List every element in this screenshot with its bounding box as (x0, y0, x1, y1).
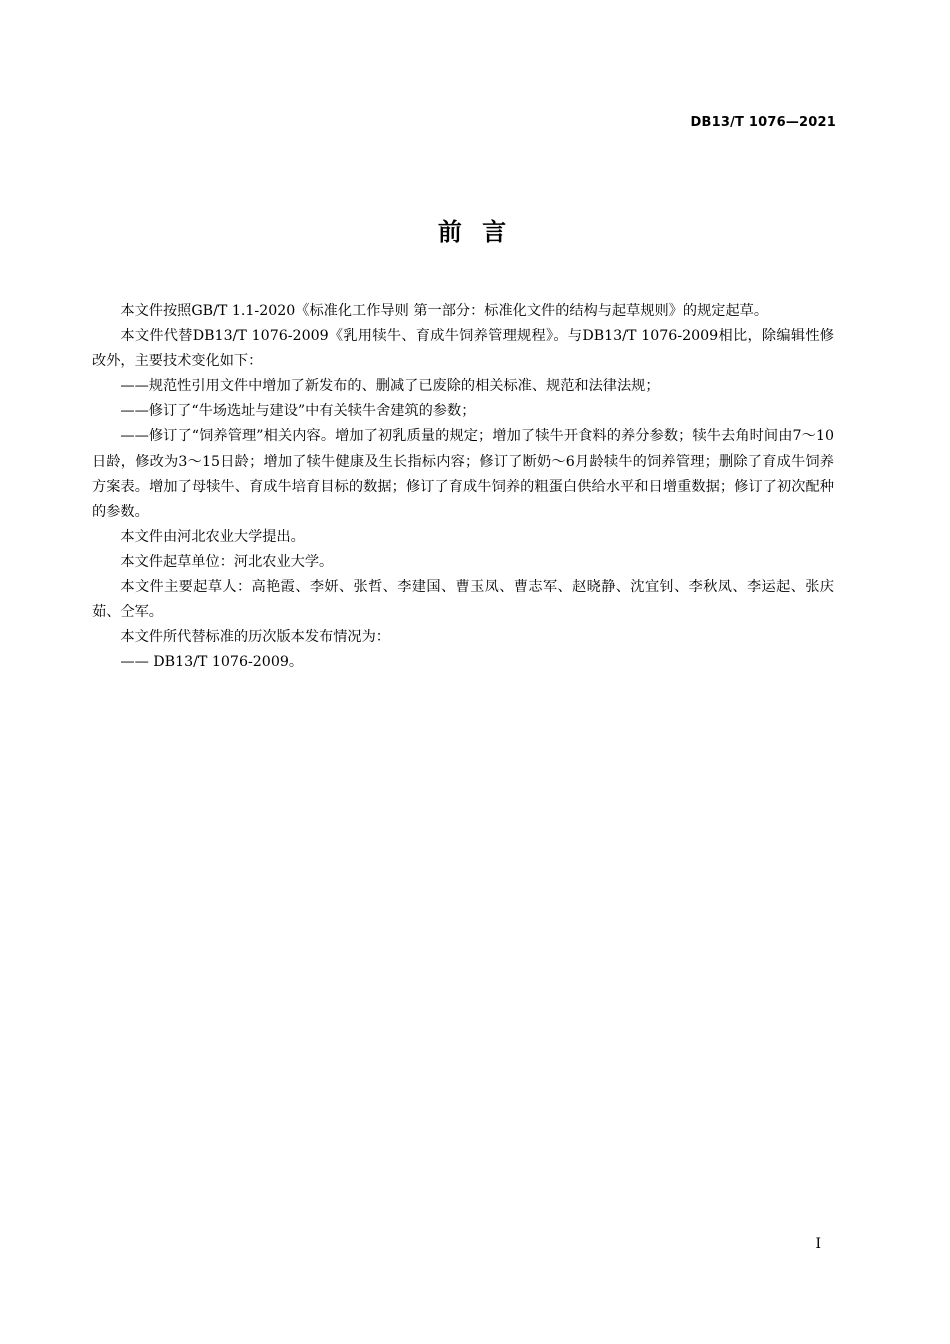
page-title: 前 言 (437, 218, 513, 246)
paragraph-history-item: —— DB13/T 1076-2009。 (120, 654, 304, 671)
paragraph-drafting-basis: 本文件按照GB/T 1.1-2020《标准化工作导则 第一部分：标准化文件的结构与起草规则》的规定起草。 (120, 303, 769, 319)
paragraph-drafting-unit: 本文件起草单位：河北农业大学。 (120, 553, 334, 570)
paragraph-change-site: ——修订了“牛场选址与建设”中有关犊牛舍建筑的参数； (120, 403, 476, 420)
preface-body (92, 299, 834, 675)
document-number: DB13/T 1076—2021 (690, 115, 836, 130)
paragraph-drafters: 本文件主要起草人：高艳霞、李妍、张哲、李建国、曹玉凤、曹志军、赵晓静、沈宜钊、李秋凤、李运起、张庆茹、仝军。 (92, 579, 834, 621)
paragraph-change-management: ——修订了“饲养管理”相关内容。增加了初乳质量的规定；增加了犊牛开食料的养分参数；犊牛去角时间由7～10日龄，修改为3～15日龄；增加了犊牛健康及生长指标内容；修订了断奶～6月龄犊牛的饲养管理；删除了育成牛饲养方案表。增加了母犊牛、育成牛培育目标的数据；修订了育成牛饲养的粗蛋白供给水平和日增重数据；修订了初次配种的参数。 (92, 428, 834, 520)
page-number: I (815, 1236, 821, 1252)
paragraph-history-intro: 本文件所代替标准的历次版本发布情况为： (120, 629, 390, 646)
paragraph-proposer: 本文件由河北农业大学提出。 (120, 528, 305, 545)
paragraph-replacement: 本文件代替DB13/T 1076-2009《乳用犊牛、育成牛饲养管理规程》。与DB13/T 1076-2009相比，除编辑性修改外，主要技术变化如下： (92, 328, 834, 370)
paragraph-change-references: ——规范性引用文件中增加了新发布的、删减了已废除的相关标准、规范和法律法规； (120, 378, 660, 395)
